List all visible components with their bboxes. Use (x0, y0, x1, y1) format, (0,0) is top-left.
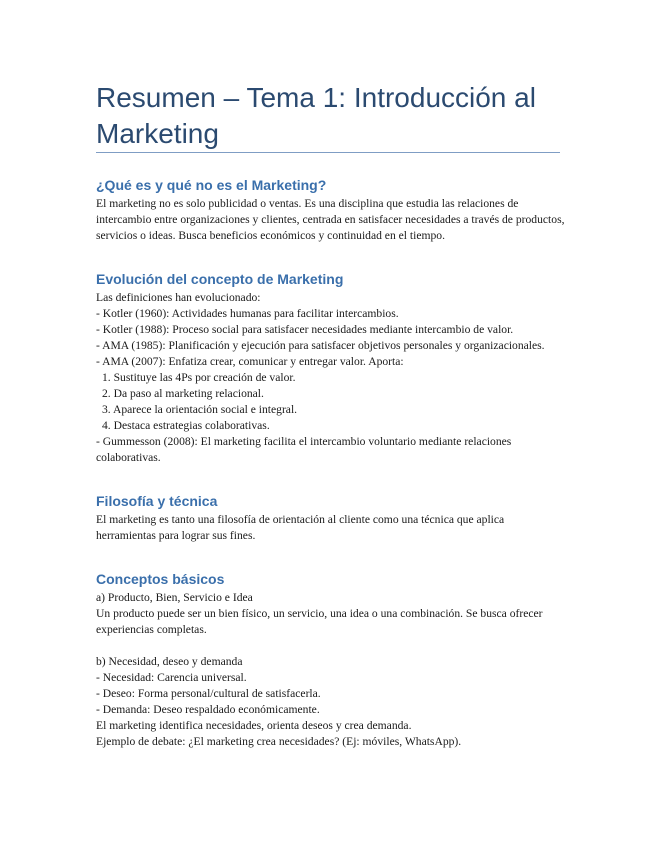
document-body (96, 176, 566, 776)
section-paragraph: Un producto puede ser un bien físico, un servicio, una idea o una combinación. Se busca ofrecer experiencias completas. (96, 607, 543, 636)
list-item: - Demanda: Deseo respaldado económicamente. (96, 703, 320, 716)
list-item: - Gummesson (2008): El marketing facilita el intercambio voluntario mediante relaciones colaborativas. (96, 435, 512, 464)
numbered-item: 2. Da paso al marketing relacional. (102, 387, 264, 400)
numbered-item: 3. Aparece la orientación social e integral. (102, 403, 298, 416)
list-item: - Kotler (1988): Proceso social para satisfacer necesidades mediante intercambio de valor. (96, 323, 514, 336)
document-title: Resumen – Tema 1: Introducción al Marketing (96, 82, 536, 149)
section-heading: Conceptos básicos (96, 571, 225, 587)
section-filosofia (96, 492, 566, 544)
subsection-label: a) Producto, Bien, Servicio e Idea (96, 591, 253, 604)
body-line: El marketing identifica necesidades, orienta deseos y crea demanda. (96, 719, 412, 732)
numbered-item: 1. Sustituye las 4Ps por creación de valor. (102, 371, 296, 384)
subsection-label: b) Necesidad, deseo y demanda (96, 655, 243, 668)
section-heading: Evolución del concepto de Marketing (96, 271, 344, 287)
section-heading: Filosofía y técnica (96, 493, 218, 509)
title-underline (96, 152, 560, 153)
list-item: - AMA (1985): Planificación y ejecución para satisfacer objetivos personales y organizacionales. (96, 339, 545, 352)
section-paragraph: El marketing es tanto una filosofía de orientación al cliente como una técnica que aplica herramientas para lograr sus fines. (96, 513, 505, 542)
numbered-item: 4. Destaca estrategias colaborativas. (102, 419, 270, 432)
section-paragraph: El marketing no es solo publicidad o ventas. Es una disciplina que estudia las relaciones de intercambio entre organizaciones y clientes, centrada en satisfacer necesidades a través de productos, servicios o ideas. Busca beneficios económicos y continuidad en el tiempo. (96, 197, 565, 242)
body-line: Ejemplo de debate: ¿El marketing crea necesidades? (Ej: móviles, WhatsApp). (96, 735, 462, 748)
section-evolucion (96, 270, 566, 466)
section-conceptos (96, 570, 566, 750)
section-heading: ¿Qué es y qué no es el Marketing? (96, 177, 327, 193)
list-intro: Las definiciones han evolucionado: (96, 291, 261, 304)
section-que-es (96, 176, 566, 244)
list-item: - Necesidad: Carencia universal. (96, 671, 247, 684)
list-item: - AMA (2007): Enfatiza crear, comunicar y entregar valor. Aporta: (96, 355, 404, 368)
list-item: - Deseo: Forma personal/cultural de satisfacerla. (96, 687, 321, 700)
list-item: - Kotler (1960): Actividades humanas para facilitar intercambios. (96, 307, 399, 320)
